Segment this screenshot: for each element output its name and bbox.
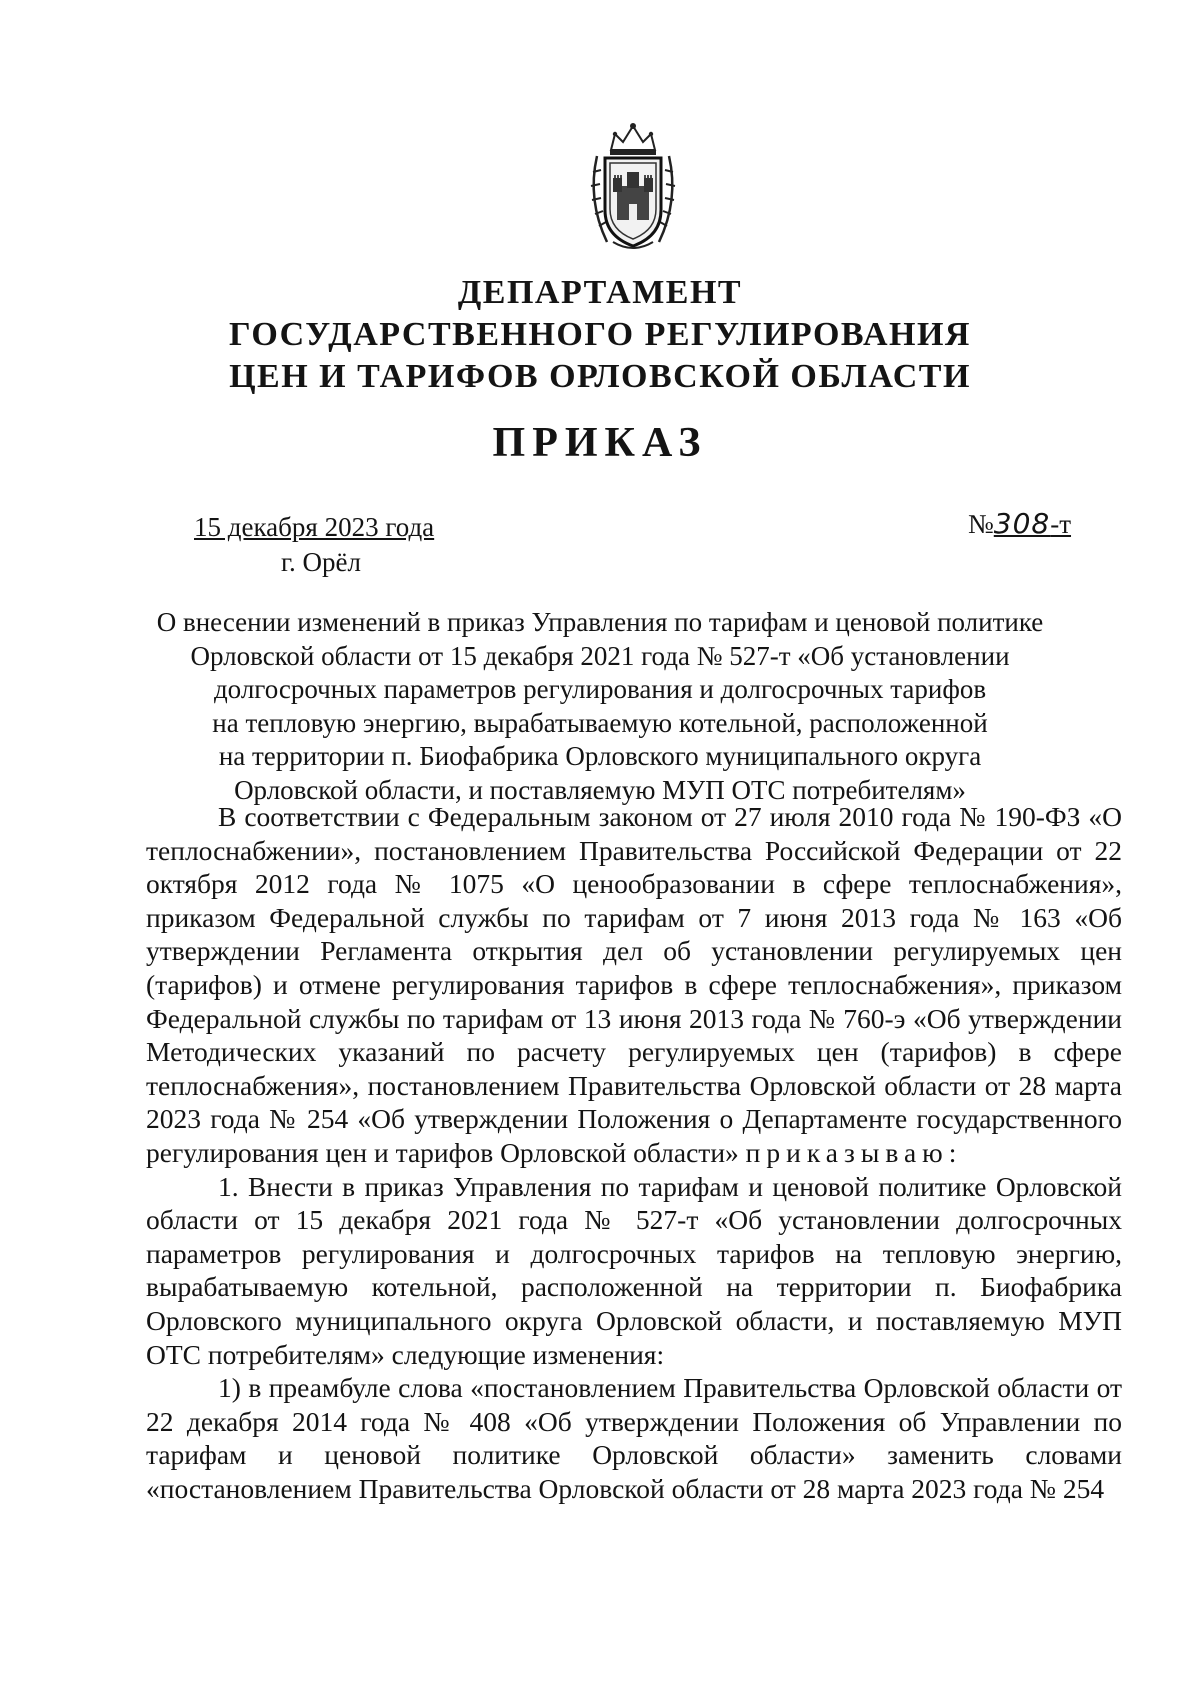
subject-line: на территории п. Биофабрика Орловского муниципального округа bbox=[218, 741, 982, 771]
preamble-paragraph bbox=[146, 800, 1122, 1170]
subject-line: на тепловую энергию, вырабатываемую котельной, расположенной bbox=[212, 707, 988, 738]
number-sign: № bbox=[968, 509, 994, 539]
number-suffix: -т bbox=[1050, 509, 1072, 539]
subject-line: долгосрочных параметров регулирования и долгосрочных тарифов bbox=[213, 674, 987, 704]
item-1-paragraph: 1. Внести в приказ Управления по тарифам и ценовой политике Орловской области от 15 декабря 2021 года № 527-т «Об установлении долгосрочных параметров регулирования и долгосрочных тарифов на тепловую энергию, вырабатываемую котельной, расположенной на территории п. Биофабрика Орловского муниципального округа Орловской области, и поставляемую МУП ОТС потребителям» следующие изменения: bbox=[146, 1170, 1122, 1370]
subject-line: О внесении изменений в приказ Управления по тарифам и ценовой политике bbox=[156, 607, 1044, 637]
handwritten-number: 308 bbox=[993, 507, 1051, 540]
subject-line: Орловской области от 15 декабря 2021 года № 527-т «Об установлении bbox=[190, 640, 1010, 671]
order-subject bbox=[120, 606, 1080, 807]
orel-oblast-coat-of-arms-icon bbox=[583, 120, 683, 252]
department-line-1: ДЕПАРТАМЕНТ bbox=[457, 274, 743, 311]
department-name bbox=[0, 272, 1200, 398]
preamble-text: В соответствии с Федеральным законом от 27 июля 2010 года № 190-ФЗ «О теплоснабжении», постановлением Правительства Российской Федерации от 22 октября 2012 года № 1075 «О ценообразовании в сфере теплоснабжения», приказом Федеральной службы по тарифам от 7 июня 2013 года № 163 «Об утверждении Регламента открытия дел об установлении регулируемых цен (тарифов) и отмене регулирования тарифов в сфере теплоснабжения», приказом Федеральной службы по тарифам от 13 июня 2013 года № 760-э «Об утверждении Методических указаний по расчету регулируемых цен (тарифов) в сфере теплоснабжения», постановлением Правительства Орловской области от 28 марта 2023 года № 254 «Об утверждении Положения о Департаменте государственного регулирования цен и тарифов Орловской области» bbox=[146, 801, 1122, 1168]
department-line-3: ЦЕН И ТАРИФОВ ОРЛОВСКОЙ ОБЛАСТИ bbox=[229, 358, 971, 395]
order-date: 15 декабря 2023 года bbox=[194, 512, 435, 542]
document-type-title: ПРИКАЗ bbox=[492, 420, 708, 466]
item-1-1-paragraph: 1) в преамбуле слова «постановлением Правительства Орловской области от 22 декабря 2014 года № 408 «Об утверждении Положения об Управлении по тарифам и ценовой политике Орловской области» заменить словами «постановлением Правительства Орловской области от 28 марта 2023 года № 254 bbox=[146, 1372, 1122, 1504]
order-city: г. Орёл bbox=[281, 547, 361, 577]
subject-line: Орловской области, и поставляемую МУП ОТС потребителям» bbox=[234, 774, 966, 805]
order-number bbox=[968, 507, 1071, 540]
order-body bbox=[146, 800, 1122, 1505]
order-word: приказываю: bbox=[745, 1136, 963, 1168]
department-line-2: ГОСУДАРСТВЕННОГО РЕГУЛИРОВАНИЯ bbox=[229, 316, 971, 353]
